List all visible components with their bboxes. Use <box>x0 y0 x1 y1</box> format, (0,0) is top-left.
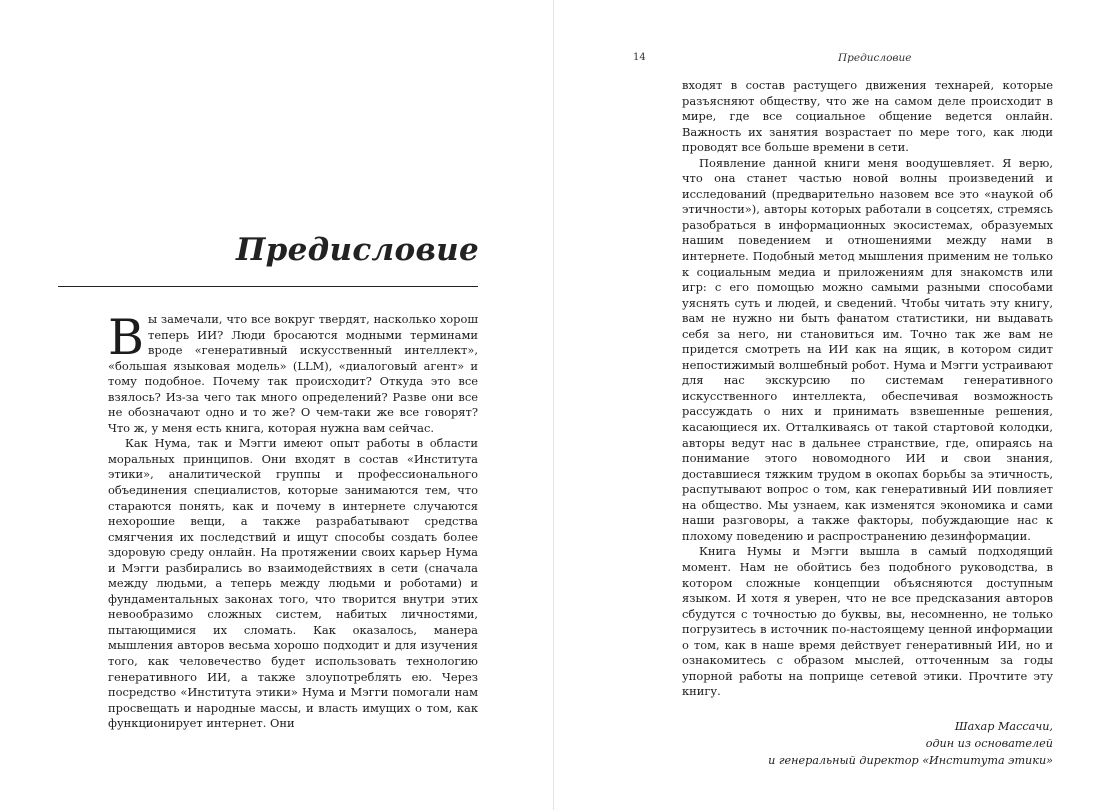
paragraph-text: ы замечали, что все вокруг твердят, насколько хорош теперь ИИ? Люди бросаются модными терминами вроде «генеративный искусственный интеллект», «большая языковая модель» (LLM), «диалоговый агент» и тому подобное. Почему так происходит? Откуда это все взялось? Из-за чего так много определений? Разве они все не обозначают одно и то же? О чем-таки же все говорят? Что ж, у меня есть книга, которая нужна вам сейчас. <box>108 312 478 435</box>
running-head: Предисловие <box>838 52 912 64</box>
signature-name: Шахар Массачи, <box>954 719 1053 733</box>
left-page <box>0 0 553 810</box>
paragraph: Появление данной книги меня воодушевляет. Я верю, что она станет частью новой волны произведений и исследований (предварительно назовем все это «наукой об этичности»), авторы которых работали в соцсетях, стремясь разобраться в информационных экосистемах, образуемых нашим поведением и отношениями между нами в интернете. Подобный метод мышления применим не только к социальным медиа и приложениям для знакомств или игр: с его помощью можно самыми разными способами уяснять суть и людей, и сведений. Чтобы читать эту книгу, вам не нужно ни быть фанатом статистики, ни выдавать себя за него, ни становиться им. Точно так же вам не придется смотреть на ИИ как на ящик, в котором сидит непостижимый волшебный робот. Нума и Мэгги устраивают для нас экскурсию по системам генеративного искусственного интеллекта, обеспечивая возможность рассуждать о них и принимать взвешенные решения, касающиеся их. Отталкиваясь от такой стартовой колодки, авторы ведут нас в дальнее странствие, где, опираясь на понимание этого новомодного ИИ и свои знания, доставшиеся тяжким трудом в окопах борьбы за этичность, распутывают вопрос о том, как генеративный ИИ повлияет на общество. Мы узнаем, как изменятся экономика и сами наши разговоры, а также факторы, побуждающие нас к плохому поведению и распространению дезинформации. <box>682 155 1053 543</box>
right-body-text <box>682 78 1053 769</box>
paragraph: входят в состав растущего движения технарей, которые разъясняют обществу, что же на самом деле происходит в мире, где все социальное общение ведется онлайн. Важность их занятия возрастает по мере того, как люди проводят все больше времени в сети. <box>682 78 1053 155</box>
signature-position: и генеральный директор «Института этики» <box>768 753 1053 767</box>
paragraph: Книга Нумы и Мэгги вышла в самый подходящий момент. Нам не обойтись без подобного руководства, в котором сложные концепции объясняются доступным языком. И хотя я уверен, что не все предсказания авторов сбудутся с точностью до буквы, вы, несомненно, не только погрузитесь в источник по-настоящему ценной информации о том, как в наше время действует генеративный ИИ, но и ознакомитесь с образом мыслей, отточенным за годы упорной работы на поприще сетевой этики. Прочтите эту книгу. <box>682 544 1053 699</box>
page-number: 14 <box>633 52 646 63</box>
paragraph <box>108 309 478 436</box>
dropcap: В <box>108 309 145 366</box>
signature <box>682 718 1053 769</box>
title-rule <box>58 286 478 287</box>
paragraph: Как Нума, так и Мэгги имеют опыт работы в области моральных принципов. Они входят в состав «Института этики», аналитической группы и профессионального объединения специалистов, которые занимаются тем, что стараются понять, как и почему в интернете случаются нехорошие вещи, а также разрабатывают средства смягчения их последствий и ищут способы создать более здоровую среду онлайн. На протяжении своих карьер Нума и Мэгги разбирались во взаимодействиях в сети (сначала между людьми, а теперь между людьми и роботами) и фундаментальных законах того, что творится внутри этих невообразимо сложных систем, набитых личностями, пытающимися их сломать. Как оказалось, манера мышления авторов весьма хорошо подходит и для изучения того, как человечество будет использовать технологию генеративного ИИ, а также злоупотреблять ею. Через посредство «Института этики» Нума и Мэгги помогали нам просвещать и народные массы, и власть имущих о том, как функционирует интернет. Они <box>108 436 478 731</box>
signature-role: один из основателей <box>925 736 1053 750</box>
left-body-text <box>108 309 478 732</box>
right-page <box>554 0 1107 810</box>
chapter-title: Предисловие <box>236 232 479 268</box>
